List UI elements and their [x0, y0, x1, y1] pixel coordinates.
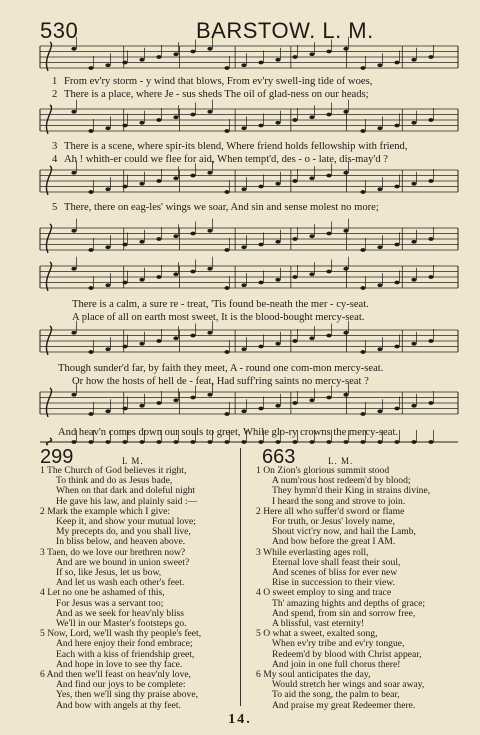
note [394, 243, 399, 247]
verse-line: He gave his law, and plainly said :— [56, 495, 198, 507]
note [377, 283, 382, 287]
hymn-number-530: 530 [40, 18, 79, 43]
note [394, 407, 399, 411]
note [343, 393, 348, 397]
note [275, 404, 280, 408]
note [88, 66, 93, 70]
verse-line: And join in one full chorus there! [272, 658, 401, 670]
note [343, 331, 348, 335]
note [377, 126, 382, 130]
note [190, 113, 195, 117]
verse-line: Yes, then we'll sing thy praise above, [56, 689, 198, 701]
note [241, 187, 246, 191]
note [173, 272, 178, 276]
note [411, 404, 416, 408]
verse-line: A num'rous host redeem'd by blood; [272, 475, 411, 487]
lyric-line-4: 4 Ah ! whith-er could we flee for aid, When tempt'd, des - o - late, dis-may'd ? [52, 154, 388, 165]
note [207, 229, 212, 233]
note [411, 342, 416, 346]
note [156, 275, 161, 279]
note [139, 121, 144, 125]
note [394, 345, 399, 349]
verse-line: When on that dark and doleful night [56, 485, 196, 497]
note [71, 393, 76, 397]
note [360, 190, 365, 194]
lyric-line-b4: Or how the hosts of hell de - feat, Had suff'ring saints no mercy-seat ? [72, 376, 369, 387]
note [377, 63, 382, 67]
note [241, 63, 246, 67]
note [326, 334, 331, 338]
note [139, 278, 144, 282]
note [309, 398, 314, 402]
note [88, 350, 93, 354]
note [258, 345, 263, 349]
note [122, 243, 127, 247]
lyric-line-2: 2 There is a place, where Je - sus sheds The oil of glad-ness on our heads; [52, 89, 369, 100]
note [88, 440, 93, 444]
note [292, 237, 297, 241]
note [292, 401, 297, 405]
note [377, 347, 382, 351]
note [173, 398, 178, 402]
note [71, 47, 76, 51]
hymn-number-299: 299 [40, 446, 74, 468]
note [275, 342, 280, 346]
note [275, 278, 280, 282]
note [224, 248, 229, 252]
note [156, 179, 161, 183]
note [428, 401, 433, 405]
note [258, 61, 263, 65]
note [411, 121, 416, 125]
verse-line: 5 O what a sweet, exalted song, [256, 628, 378, 640]
verse-line: In bliss below, and heaven above. [56, 536, 186, 548]
verse-line: For Jesus was a servant too; [56, 597, 164, 609]
verse-line: I heard the song and strove to join. [272, 495, 406, 507]
note [207, 171, 212, 175]
note [309, 272, 314, 276]
verse-line: 4 O sweet employ to sing and trace [256, 587, 392, 599]
note [292, 118, 297, 122]
verse-line: 3 Taen, do we love our brethren now? [40, 546, 186, 558]
note [428, 55, 433, 59]
note [105, 187, 110, 191]
note [71, 440, 76, 444]
note [258, 185, 263, 189]
note [394, 440, 399, 444]
verse-line: A blissful, vast eternity! [272, 618, 365, 630]
note [326, 440, 331, 444]
lyric-line-1: 1 From ev'ry storm - y wind that blows, From ev'ry swell-ing tide of woes, [52, 76, 373, 87]
note [241, 283, 246, 287]
note [258, 440, 263, 444]
hymn-number-663: 663 [262, 446, 296, 468]
note [122, 407, 127, 411]
verse-line: 2 Mark the example which I give: [40, 505, 171, 517]
note [139, 240, 144, 244]
note [207, 47, 212, 51]
note [207, 331, 212, 335]
note [139, 404, 144, 408]
note [411, 58, 416, 62]
note [394, 124, 399, 128]
tune-title: BARSTOW. L. M. [196, 18, 374, 43]
note [139, 440, 144, 444]
hymn-299-meter: L M. [122, 456, 144, 466]
verse-line: 1 The Church of God believes it right, [40, 465, 187, 476]
note [88, 190, 93, 194]
note [292, 339, 297, 343]
note [207, 440, 212, 444]
hymn-299-text [40, 466, 201, 711]
note [207, 110, 212, 114]
note [173, 176, 178, 180]
note [88, 412, 93, 416]
note [156, 237, 161, 241]
note [173, 440, 178, 444]
note [224, 440, 229, 444]
verse-line: And let us wash each other's feet. [56, 577, 185, 589]
note [428, 440, 433, 444]
note [292, 275, 297, 279]
note [292, 55, 297, 59]
note [360, 66, 365, 70]
verse-line: Would stretch her wings and soar away, [272, 679, 425, 691]
note [258, 281, 263, 285]
verse-line: When ev'ry tribe and ev'ry tongue, [272, 638, 405, 650]
verse-line: We'll in our Master's footsteps go. [56, 618, 187, 630]
note [173, 336, 178, 340]
note [275, 58, 280, 62]
verse-line: 6 And then we'll feast on heav'nly love, [40, 669, 192, 681]
verse-line: Th' amazing hights and depths of grace; [272, 597, 426, 609]
note [190, 334, 195, 338]
note [428, 179, 433, 183]
verse-line: And here enjoy their fond embrace; [56, 638, 193, 650]
note [105, 63, 110, 67]
note [190, 232, 195, 236]
note [139, 342, 144, 346]
note [156, 401, 161, 405]
note [156, 118, 161, 122]
note [428, 275, 433, 279]
verse-line: Keep it, and show your mutual love; [56, 516, 196, 528]
verse-line: 3 While everlasting ages roll, [256, 546, 369, 558]
note [122, 61, 127, 65]
note [173, 115, 178, 119]
lyric-line-3: 3 There is a scene, where spir-its blend, Where friend holds fellowship with friend, [52, 141, 408, 152]
note [292, 440, 297, 444]
note [122, 281, 127, 285]
note [326, 232, 331, 236]
verse-line: And are we bound in union sweet? [56, 556, 190, 568]
note [394, 185, 399, 189]
note [360, 286, 365, 290]
note [224, 66, 229, 70]
note [292, 179, 297, 183]
note [88, 129, 93, 133]
note [139, 182, 144, 186]
note [71, 171, 76, 175]
note [105, 126, 110, 130]
note [105, 409, 110, 413]
note [88, 248, 93, 252]
verse-line: And find our joys to be complete: [56, 679, 186, 691]
verse-line: To think and do as Jesus bade, [56, 475, 173, 487]
note [241, 126, 246, 130]
note [190, 440, 195, 444]
note [258, 124, 263, 128]
note [156, 440, 161, 444]
note [343, 229, 348, 233]
note [190, 270, 195, 274]
note [173, 52, 178, 56]
note [326, 113, 331, 117]
note [343, 267, 348, 271]
note [190, 396, 195, 400]
note [258, 407, 263, 411]
note [411, 278, 416, 282]
note [428, 339, 433, 343]
note [275, 121, 280, 125]
lyric-line-b1: There is a calm, a sure re - treat, 'Tis found be-neath the mer - cy-seat. [72, 299, 369, 310]
verse-line: Each with a kiss of friendship greet, [56, 648, 195, 660]
verse-line: And praise my great Redeemer there. [272, 699, 416, 711]
note [122, 345, 127, 349]
note [309, 115, 314, 119]
note [343, 171, 348, 175]
verse-line: Redeem'd by blood with Christ appear, [272, 648, 422, 660]
lyric-line-b2: A place of all on earth most sweet, It is the blood-bought mercy-seat. [72, 312, 365, 323]
note [275, 182, 280, 186]
note [394, 281, 399, 285]
note [343, 440, 348, 444]
note [122, 124, 127, 128]
verse-line: And hope in love to see thy face. [56, 658, 183, 670]
note [275, 240, 280, 244]
note [156, 339, 161, 343]
note [190, 50, 195, 54]
note [122, 185, 127, 189]
verse-line: And as we seek for heav'nly bliss [56, 607, 185, 619]
note [326, 50, 331, 54]
note [224, 412, 229, 416]
note [343, 47, 348, 51]
note [377, 245, 382, 249]
clef-icon [46, 438, 51, 445]
verse-line: If so, like Jesus, let us bow, [56, 567, 162, 579]
note [309, 176, 314, 180]
note [71, 267, 76, 271]
note [139, 58, 144, 62]
note [309, 440, 314, 444]
note [428, 118, 433, 122]
verse-line: And spend, from sin and sorrow free, [272, 607, 416, 619]
note [411, 240, 416, 244]
note [326, 396, 331, 400]
note [241, 409, 246, 413]
note [71, 331, 76, 335]
verse-line: And bow before the great I AM. [272, 536, 396, 548]
note [411, 440, 416, 444]
note [360, 248, 365, 252]
lyric-line-b3: Though sunder'd far, by faith they meet, A - round one com-mon mercy-seat. [58, 363, 384, 374]
note [241, 245, 246, 249]
verse-line: To aid the song, the palm to bear, [272, 689, 400, 701]
note [207, 267, 212, 271]
note [428, 237, 433, 241]
column-divider [240, 448, 241, 706]
note [105, 245, 110, 249]
note [224, 129, 229, 133]
note [377, 440, 382, 444]
note [173, 234, 178, 238]
verse-line: For truth, or Jesus' lovely name, [272, 516, 395, 528]
note [71, 110, 76, 114]
note [224, 350, 229, 354]
note [241, 440, 246, 444]
verse-line: They hymn'd their King in strains divine, [272, 485, 431, 497]
note [105, 440, 110, 444]
note [360, 350, 365, 354]
page-number: 14. [228, 712, 252, 727]
note [411, 182, 416, 186]
note [343, 110, 348, 114]
note [309, 336, 314, 340]
verse-line: 5 Now, Lord, we'll wash thy people's feet, [40, 628, 202, 640]
verse-line: 1 On Zion's glorious summit stood [256, 465, 390, 476]
note [309, 234, 314, 238]
verse-line: 2 Here all who suffer'd sword or flame [256, 505, 405, 517]
lyric-line-b5: And heav'n comes down our souls to greet, While glo-ry crowns the mercy-seat. [58, 427, 399, 438]
note [105, 283, 110, 287]
note [156, 55, 161, 59]
note [88, 286, 93, 290]
note [309, 52, 314, 56]
note [275, 440, 280, 444]
verse-line: My precepts do, and you shall live, [56, 526, 191, 538]
note [224, 286, 229, 290]
note [326, 174, 331, 178]
note [377, 409, 382, 413]
verse-line: Shout vict'ry now, and hail the Lamb, [272, 526, 416, 538]
note [360, 129, 365, 133]
note [122, 440, 127, 444]
note [360, 440, 365, 444]
note [71, 229, 76, 233]
note [207, 393, 212, 397]
note [241, 347, 246, 351]
note [394, 61, 399, 65]
note [190, 174, 195, 178]
verse-line: Eternal love shall feast their soul, [272, 556, 401, 568]
note [105, 347, 110, 351]
verse-line: 6 My soul anticipates the day, [256, 669, 371, 681]
verse-line: 4 Let no one be ashamed of this, [40, 587, 165, 599]
verse-line: And bow with angels at thy feet. [56, 699, 181, 711]
hymn-663-text [256, 466, 430, 711]
hymn-663-meter: L. M. [328, 456, 354, 466]
lyric-line-5: 5 There, there on eag-les' wings we soar, And sin and sense molest no more; [52, 202, 379, 213]
note [360, 412, 365, 416]
verse-line: Rise in succession to their view. [272, 577, 396, 589]
note [326, 270, 331, 274]
note [224, 190, 229, 194]
note [258, 243, 263, 247]
verse-line: And scenes of bliss for ever new [272, 567, 398, 579]
note [377, 187, 382, 191]
